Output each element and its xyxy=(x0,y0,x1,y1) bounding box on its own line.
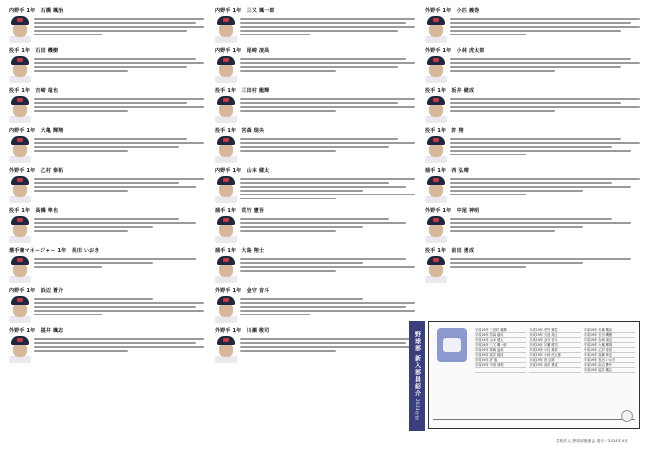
profile-entry xyxy=(215,286,415,323)
profile-text xyxy=(450,16,640,43)
body-text-line xyxy=(450,258,631,260)
body-text-line xyxy=(34,182,179,184)
roster-cell: 平成19年 大島 翔士 xyxy=(529,333,580,338)
player-photo xyxy=(425,16,447,43)
body-text-line xyxy=(450,98,640,100)
body-text-line xyxy=(240,30,398,32)
body-text-line xyxy=(450,190,583,192)
profile-body xyxy=(9,176,204,203)
profile-text xyxy=(34,336,204,363)
roster-cell: 平成19年 山本 健太 xyxy=(475,338,526,343)
body-text-line xyxy=(450,58,631,60)
profile-name: 投手 1年 吉崎 竜也 xyxy=(9,87,59,94)
profile-name: 内野手 1年 山本 健太 xyxy=(215,167,270,174)
profile-entry xyxy=(9,166,204,203)
profile-name: 外野手 1年 福井 颯志 xyxy=(9,327,64,334)
profile-name: 投手 1年 三田村 龍輝 xyxy=(215,87,270,94)
profile-entry xyxy=(215,246,415,283)
roster-cell: 平成19年 西 弘晴 xyxy=(529,358,580,363)
profile-header xyxy=(9,46,204,54)
profile-header xyxy=(9,86,204,94)
profile-body xyxy=(9,296,204,323)
profile-body xyxy=(215,96,415,123)
body-text-line xyxy=(240,102,398,104)
body-text-line xyxy=(34,342,196,344)
body-text-line xyxy=(450,262,583,264)
profile-body xyxy=(9,56,204,83)
profile-entry xyxy=(215,126,415,163)
player-photo xyxy=(9,16,31,43)
profile-entry xyxy=(9,86,204,123)
roster-cell: 平成19年 宮森 瑞央 xyxy=(475,333,526,338)
profile-entry xyxy=(9,326,204,363)
body-text-line xyxy=(34,306,196,308)
body-text-line xyxy=(240,138,398,140)
body-text-line xyxy=(240,262,363,264)
profile-name: 選手兼マネージャー 1年 長田 いおき xyxy=(9,247,100,254)
body-text-line xyxy=(450,150,631,152)
roster-cell: 平成19年 三又 颯一郎 xyxy=(475,343,526,348)
profile-body xyxy=(215,176,415,203)
profile-header xyxy=(9,166,204,174)
body-text-line xyxy=(240,146,389,148)
body-text-line xyxy=(240,270,336,272)
body-text-line xyxy=(240,342,406,344)
profile-entry xyxy=(215,46,415,83)
roster-cell: 平成19年 石橋 颯治 xyxy=(584,328,635,333)
body-text-line xyxy=(450,66,621,68)
profile-name: 投手 1年 坂井 健成 xyxy=(425,87,475,94)
banner-subtitle: 2024年度 xyxy=(415,399,420,421)
document-page xyxy=(3,3,646,449)
body-text-line xyxy=(240,178,415,180)
body-text-line xyxy=(450,70,555,72)
body-text-line xyxy=(240,258,406,260)
profile-text xyxy=(34,256,204,283)
body-text-line xyxy=(240,298,363,300)
body-text-line xyxy=(240,110,336,112)
body-text-line xyxy=(34,262,153,264)
body-text-line xyxy=(34,110,128,112)
body-text-line xyxy=(450,154,526,156)
profile-header xyxy=(425,46,640,54)
profile-body xyxy=(9,136,204,163)
body-text-line xyxy=(240,70,336,72)
player-photo xyxy=(215,96,237,123)
profile-header xyxy=(9,246,204,254)
player-photo xyxy=(215,256,237,283)
profiles-column-2 xyxy=(215,6,415,366)
body-text-line xyxy=(34,218,179,220)
profile-text xyxy=(450,176,640,203)
profile-header xyxy=(425,6,640,14)
body-text-line xyxy=(34,302,204,304)
profile-name: 投手 1年 宮森 瑞央 xyxy=(215,127,265,134)
profile-name: 捕手 1年 西 弘晴 xyxy=(425,167,469,174)
body-text-line xyxy=(450,222,631,224)
profile-header xyxy=(215,286,415,294)
roster-cell: 平成19年 乙村 泰拓 xyxy=(584,348,635,353)
body-text-line xyxy=(34,190,128,192)
profile-body xyxy=(425,256,640,283)
profile-body xyxy=(425,216,640,243)
body-text-line xyxy=(450,110,555,112)
body-text-line xyxy=(34,146,179,148)
body-text-line xyxy=(240,266,415,268)
profile-header xyxy=(425,166,640,174)
roster-cell xyxy=(475,368,526,373)
player-photo xyxy=(425,256,447,283)
profile-text xyxy=(450,216,640,243)
profile-name: 内野手 1年 尾崎 凌高 xyxy=(215,47,270,54)
profile-entry xyxy=(215,206,415,243)
body-text-line xyxy=(240,22,406,24)
player-photo xyxy=(9,96,31,123)
body-text-line xyxy=(34,98,204,100)
body-text-line xyxy=(240,314,310,316)
body-text-line xyxy=(450,22,631,24)
profile-body xyxy=(9,16,204,43)
player-photo xyxy=(425,176,447,203)
profile-entry xyxy=(215,86,415,123)
profile-name: 捕手 1年 荒竹 憲吾 xyxy=(215,207,265,214)
roster-cell: 平成19年 坂井 健成 xyxy=(475,353,526,358)
profile-name: 外野手 1年 小林 虎太郎 xyxy=(425,47,485,54)
profile-body xyxy=(215,216,415,243)
profile-text xyxy=(450,96,640,123)
body-text-line xyxy=(450,186,631,188)
profile-entry xyxy=(215,6,415,43)
profile-entry xyxy=(425,246,640,283)
body-text-line xyxy=(450,226,583,228)
profile-text xyxy=(240,96,415,123)
player-photo xyxy=(215,16,237,43)
profile-header xyxy=(215,246,415,254)
profile-text xyxy=(240,296,415,323)
profile-header xyxy=(425,126,640,134)
body-text-line xyxy=(240,350,336,352)
profile-name: 投手 1年 前田 勇成 xyxy=(425,247,475,254)
player-photo xyxy=(9,296,31,323)
profile-body xyxy=(215,16,415,43)
body-text-line xyxy=(34,226,153,228)
profile-body xyxy=(9,336,204,363)
roster-cell: 平成19年 長田 いおき xyxy=(584,358,635,363)
profile-body xyxy=(425,16,640,43)
body-text-line xyxy=(34,30,187,32)
body-text-line xyxy=(34,338,204,340)
body-text-line xyxy=(240,338,415,340)
player-photo xyxy=(9,136,31,163)
body-text-line xyxy=(34,266,102,268)
roster-cell: 平成19年 金守 音斗 xyxy=(529,338,580,343)
body-text-line xyxy=(34,346,204,348)
body-text-line xyxy=(34,70,128,72)
profile-body xyxy=(215,136,415,163)
player-photo xyxy=(425,96,447,123)
player-photo xyxy=(9,176,31,203)
profile-entry xyxy=(215,166,415,203)
body-text-line xyxy=(450,102,621,104)
profile-header xyxy=(9,126,204,134)
player-photo xyxy=(215,296,237,323)
profiles-column-3 xyxy=(425,6,640,286)
profile-header xyxy=(215,326,415,334)
roster-cell: 平成19年 浜辺 蒼介 xyxy=(584,363,635,368)
roster-cell xyxy=(529,368,580,373)
profile-entry xyxy=(425,6,640,43)
profile-name: 内野手 1年 大亀 輝翔 xyxy=(9,127,64,134)
profile-name: 外野手 1年 乙村 泰拓 xyxy=(9,167,64,174)
player-photo xyxy=(9,336,31,363)
body-text-line xyxy=(240,218,389,220)
roster-cell: 平成19年 吉崎 竜也 xyxy=(584,338,635,343)
body-text-line xyxy=(34,350,128,352)
body-text-line xyxy=(34,222,196,224)
profile-name: 外野手 1年 中尾 神明 xyxy=(425,207,480,214)
body-text-line xyxy=(240,62,415,64)
footer-text: 学校法人 野球部後援会 発行／2024年4月 xyxy=(555,439,628,443)
body-text-line xyxy=(450,106,640,108)
profile-body xyxy=(425,96,640,123)
profile-text xyxy=(34,176,204,203)
profile-body xyxy=(9,96,204,123)
body-text-line xyxy=(34,18,204,20)
profiles-column-1 xyxy=(9,6,204,366)
profile-entry xyxy=(215,326,415,363)
profile-text xyxy=(240,136,415,163)
player-photo xyxy=(215,176,237,203)
profile-text xyxy=(34,96,204,123)
body-text-line xyxy=(34,310,204,312)
body-text-line xyxy=(240,230,336,232)
profile-entry xyxy=(425,126,640,163)
body-text-line xyxy=(240,302,415,304)
body-text-line xyxy=(240,310,415,312)
body-text-line xyxy=(240,34,310,36)
body-text-line xyxy=(450,18,640,20)
body-text-line xyxy=(450,30,621,32)
roster-cell: 平成19年 荒竹 憲吾 xyxy=(529,328,580,333)
body-text-line xyxy=(34,142,204,144)
team-emblem-icon xyxy=(437,328,467,362)
profile-text xyxy=(34,56,204,83)
profile-text xyxy=(240,256,415,283)
profile-text xyxy=(34,296,204,323)
body-text-line xyxy=(450,266,526,268)
profile-name: 投手 1年 許 翔 xyxy=(425,127,464,134)
profile-text xyxy=(240,16,415,43)
body-text-line xyxy=(34,62,204,64)
body-text-line xyxy=(450,62,640,64)
profile-header xyxy=(215,206,415,214)
player-photo xyxy=(215,336,237,363)
roster-cell: 平成19年 石田 機樹 xyxy=(584,333,635,338)
body-text-line xyxy=(34,178,204,180)
body-text-line xyxy=(240,150,336,152)
profile-body xyxy=(425,176,640,203)
roster-box xyxy=(428,321,640,429)
profile-entry xyxy=(425,46,640,83)
body-text-line xyxy=(34,22,196,24)
body-text-line xyxy=(34,66,187,68)
body-text-line xyxy=(240,106,415,108)
profile-text xyxy=(34,216,204,243)
profile-body xyxy=(215,336,415,363)
roster-cell: 平成19年 小匹 義巻 xyxy=(529,348,580,353)
profile-header xyxy=(425,86,640,94)
roster-cell: 平成19年 三田村 龍輝 xyxy=(475,328,526,333)
body-text-line xyxy=(240,306,406,308)
body-text-line xyxy=(240,186,406,188)
body-text-line xyxy=(450,26,640,28)
page-footer xyxy=(3,437,646,446)
body-text-line xyxy=(240,346,415,348)
profile-text xyxy=(34,136,204,163)
profile-text xyxy=(450,136,640,163)
profile-text xyxy=(34,16,204,43)
body-text-line xyxy=(34,186,196,188)
body-text-line xyxy=(240,182,389,184)
player-photo xyxy=(425,56,447,83)
roster-cell: 平成19年 前田 勇成 xyxy=(529,363,580,368)
body-text-line xyxy=(34,298,153,300)
body-text-line xyxy=(34,26,204,28)
profile-text xyxy=(240,336,415,363)
profile-text xyxy=(450,256,640,283)
profile-name: 外野手 1年 小匹 義巻 xyxy=(425,7,480,14)
body-text-line xyxy=(450,142,640,144)
profile-body xyxy=(425,136,640,163)
body-text-line xyxy=(450,218,612,220)
body-text-line xyxy=(240,142,415,144)
roster-cell: 平成19年 川瀬 敬司 xyxy=(529,343,580,348)
player-photo xyxy=(215,216,237,243)
body-text-line xyxy=(34,58,196,60)
profile-entry xyxy=(425,206,640,243)
body-text-line xyxy=(450,178,640,180)
player-photo xyxy=(9,216,31,243)
profile-entry xyxy=(9,126,204,163)
profile-header xyxy=(9,286,204,294)
body-text-line xyxy=(34,102,187,104)
roster-cell: 平成19年 中尾 神明 xyxy=(475,363,526,368)
roster-cell: 平成19年 小林 虎太郎 xyxy=(529,353,580,358)
roster-footnote-line xyxy=(433,419,635,421)
profile-entry xyxy=(9,246,204,283)
profile-name: 外野手 1年 川瀬 敬司 xyxy=(215,327,270,334)
body-text-line xyxy=(450,146,612,148)
banner-title: 野球部 新入部員紹介 xyxy=(413,331,421,398)
body-text-line xyxy=(240,98,415,100)
body-text-line xyxy=(450,194,526,196)
player-photo xyxy=(425,136,447,163)
profile-header xyxy=(215,46,415,54)
roster-cell: 平成19年 尾崎 凌高 xyxy=(475,348,526,353)
profile-name: 外野手 1年 金守 音斗 xyxy=(215,287,270,294)
profile-entry xyxy=(9,46,204,83)
body-text-line xyxy=(34,138,187,140)
player-photo xyxy=(9,256,31,283)
profile-body xyxy=(9,216,204,243)
body-text-line xyxy=(450,138,621,140)
profile-header xyxy=(9,206,204,214)
roster-grid xyxy=(475,328,635,373)
profile-body xyxy=(215,256,415,283)
profile-text xyxy=(240,56,415,83)
body-text-line xyxy=(240,194,415,196)
body-text-line xyxy=(34,150,128,152)
profile-name: 投手 1年 高橋 隼也 xyxy=(9,207,59,214)
profile-header xyxy=(9,6,204,14)
profile-entry xyxy=(9,286,204,323)
profile-header xyxy=(215,86,415,94)
profile-name: 内野手 1年 三又 颯一郎 xyxy=(215,7,275,14)
profile-body xyxy=(425,56,640,83)
profile-header xyxy=(215,6,415,14)
roster-cell: 平成19年 許 翔 xyxy=(475,358,526,363)
body-text-line xyxy=(240,222,406,224)
player-photo xyxy=(9,56,31,83)
profile-header xyxy=(215,166,415,174)
body-text-line xyxy=(240,226,363,228)
baseball-icon xyxy=(621,410,633,422)
profile-text xyxy=(450,56,640,83)
profile-entry xyxy=(425,86,640,123)
profile-header xyxy=(425,206,640,214)
player-photo xyxy=(215,136,237,163)
profile-text xyxy=(240,176,415,203)
body-text-line xyxy=(450,230,555,232)
title-banner xyxy=(409,321,425,431)
profile-name: 内野手 1年 浜辺 蒼介 xyxy=(9,287,64,294)
profile-name: 捕手 1年 大島 翔士 xyxy=(215,247,265,254)
roster-cell: 平成19年 高橋 隼也 xyxy=(584,353,635,358)
profile-entry xyxy=(9,6,204,43)
body-text-line xyxy=(240,26,415,28)
body-text-line xyxy=(450,182,612,184)
body-text-line xyxy=(34,106,204,108)
profile-entry xyxy=(425,166,640,203)
profile-name: 投手 1年 石田 機樹 xyxy=(9,47,59,54)
body-text-line xyxy=(240,66,398,68)
body-text-line xyxy=(240,198,336,200)
profile-body xyxy=(215,56,415,83)
profile-text xyxy=(240,216,415,243)
profile-body xyxy=(215,296,415,323)
profile-name: 内野手 1年 石橋 颯治 xyxy=(9,7,64,14)
player-photo xyxy=(425,216,447,243)
body-text-line xyxy=(34,258,196,260)
body-text-line xyxy=(34,314,102,316)
body-text-line xyxy=(34,34,102,36)
profile-entry xyxy=(9,206,204,243)
body-text-line xyxy=(240,190,363,192)
player-photo xyxy=(215,56,237,83)
body-text-line xyxy=(450,34,526,36)
body-text-line xyxy=(240,58,406,60)
profile-body xyxy=(9,256,204,283)
roster-cell: 平成19年 大亀 輝翔 xyxy=(584,343,635,348)
body-text-line xyxy=(34,230,128,232)
profile-header xyxy=(215,126,415,134)
profile-header xyxy=(425,246,640,254)
roster-cell: 平成19年 福井 颯志 xyxy=(584,368,635,373)
profile-header xyxy=(9,326,204,334)
body-text-line xyxy=(240,18,415,20)
